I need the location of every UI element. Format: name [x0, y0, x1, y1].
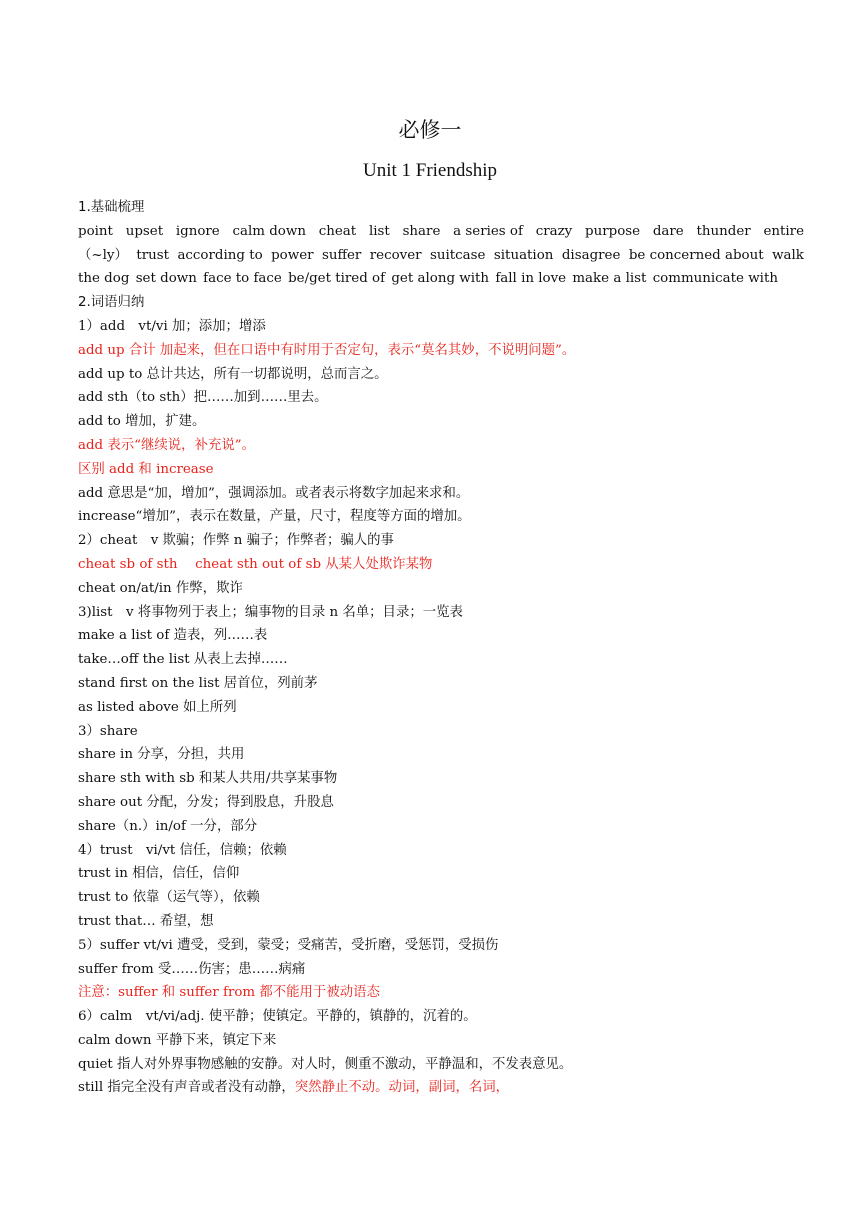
definition-line: add to 增加，扩建。: [78, 414, 206, 430]
definition-line: [78, 1076, 804, 1100]
entry-heading: 6）calm vt/vi/adj. 使平静；使镇定。平静的，镇静的，沉着的。: [78, 1009, 477, 1025]
entry-heading: 3）share: [78, 723, 138, 739]
vocab-word: power: [271, 247, 314, 263]
definition-line: share（n.）in/of 一分，部分: [78, 818, 258, 834]
definition-line: share out 分配，分发；得到股息，升股息: [78, 794, 334, 810]
section-heading-basics: 1.基础梳理: [78, 200, 145, 215]
vocab-word: thunder: [696, 223, 751, 239]
vocab-word: face to face: [203, 271, 282, 287]
vocab-word: suffer: [321, 247, 362, 263]
definition-line: add up to 总计共达，所有一切都说明，总而言之。: [78, 366, 388, 382]
vocab-word: fall in love: [495, 271, 567, 287]
vocab-word: cheat: [318, 223, 357, 239]
definition-line: add sth（to sth）把……加到……里去。: [78, 390, 328, 406]
entry-heading: 2）cheat v 欺骗；作弊 n 骗子；作弊者；骗人的事: [78, 533, 394, 549]
vocab-word: walk: [772, 247, 804, 263]
vocab-line-2: [78, 244, 804, 268]
vocab-word: list: [368, 223, 390, 239]
vocab-word: purpose: [585, 223, 641, 239]
note-line: add 表示“继续说，补充说”。: [78, 437, 255, 453]
vocab-line-1: [78, 220, 804, 244]
definition-line: trust that… 希望，想: [78, 913, 214, 929]
definition-line: cheat on/at/in 作弊，欺诈: [78, 580, 243, 596]
entry-heading: 3)list v 将事物列于表上；编事物的目录 n 名单；目录；一览表: [78, 604, 463, 620]
definition-line: calm down 平静下来，镇定下来: [78, 1032, 277, 1048]
vocab-word: share: [402, 223, 441, 239]
vocab-word: according to: [177, 247, 263, 263]
note-line: cheat sb of sth cheat sth out of sb 从某人处欺诈某物: [78, 556, 433, 572]
definition-line: add 意思是“加，增加”，强调添加。或者表示将数字加起来求和。: [78, 485, 470, 501]
vocab-word: situation: [493, 247, 554, 263]
module-title: 必修一: [398, 118, 462, 142]
vocab-word: calm down: [232, 223, 306, 239]
vocab-word: trust: [136, 247, 169, 263]
vocab-word: entire: [763, 223, 804, 239]
section-heading-words: 2.词语归纳: [78, 295, 145, 311]
vocab-word: get along with: [391, 271, 490, 287]
vocab-word: the dog: [78, 271, 130, 287]
vocab-word: crazy: [535, 223, 573, 239]
definition-line: increase“增加”，表示在数量，产量，尺寸，程度等方面的增加。: [78, 509, 471, 525]
unit-title: Unit 1 Friendship: [362, 160, 498, 181]
entry-heading: 4）trust vi/vt 信任，信赖；依赖: [78, 842, 287, 858]
vocab-word: dare: [652, 223, 684, 239]
vocab-word: a series of: [453, 223, 523, 239]
definition-line: stand first on the list 居首位，列前茅: [78, 675, 318, 691]
note-line: 区别 add 和 increase: [78, 461, 214, 477]
definition-line: quiet 指人对外界事物感触的安静。对人时，侧重不激动，平静温和，不发表意见。: [78, 1056, 573, 1072]
vocab-word: suitcase: [430, 247, 486, 263]
definition-line: as listed above 如上所列: [78, 699, 237, 715]
vocab-word: make a list: [572, 271, 647, 287]
note-line: add up 合计 加起来，但在口语中有时用于否定句，表示“莫名其妙，不说明问题”。: [78, 342, 576, 358]
document-body: [78, 196, 804, 1100]
note-text: 突然静止不动。动词，副词，名词，: [294, 1080, 510, 1096]
vocab-word: recover: [369, 247, 422, 263]
vocab-line-3: [78, 267, 778, 291]
vocab-word: be/get tired of: [288, 271, 386, 287]
definition-text: still 指完全没有声音或者没有动静，: [78, 1080, 295, 1096]
vocab-word: set down: [135, 271, 197, 287]
entry-heading: 5）suffer vt/vi 遭受，受到，蒙受；受痛苦，受折磨，受惩罚，受损伤: [78, 937, 499, 953]
definition-line: make a list of 造表，列……表: [78, 628, 268, 644]
vocab-word: point: [78, 223, 113, 239]
vocab-word: be concerned about: [628, 247, 764, 263]
vocab-word: ignore: [175, 223, 220, 239]
definition-line: suffer from 受……伤害；患……病痛: [78, 961, 306, 977]
vocab-word: （~ly）: [78, 247, 128, 263]
definition-line: share sth with sb 和某人共用/共享某事物: [78, 771, 338, 787]
definition-line: trust to 依靠（运气等），依赖: [78, 890, 260, 906]
definition-line: trust in 相信，信任，信仰: [78, 866, 240, 882]
vocab-word: upset: [125, 223, 164, 239]
definition-line: share in 分享，分担，共用: [78, 747, 245, 763]
vocab-word: communicate with: [652, 271, 778, 287]
vocab-word: disagree: [561, 247, 621, 263]
entry-heading: 1）add vt/vi 加；添加；增添: [78, 318, 266, 334]
definition-line: take…off the list 从表上去掉……: [78, 652, 288, 668]
note-line: 注意：suffer 和 suffer from 都不能用于被动语态: [78, 985, 380, 1001]
